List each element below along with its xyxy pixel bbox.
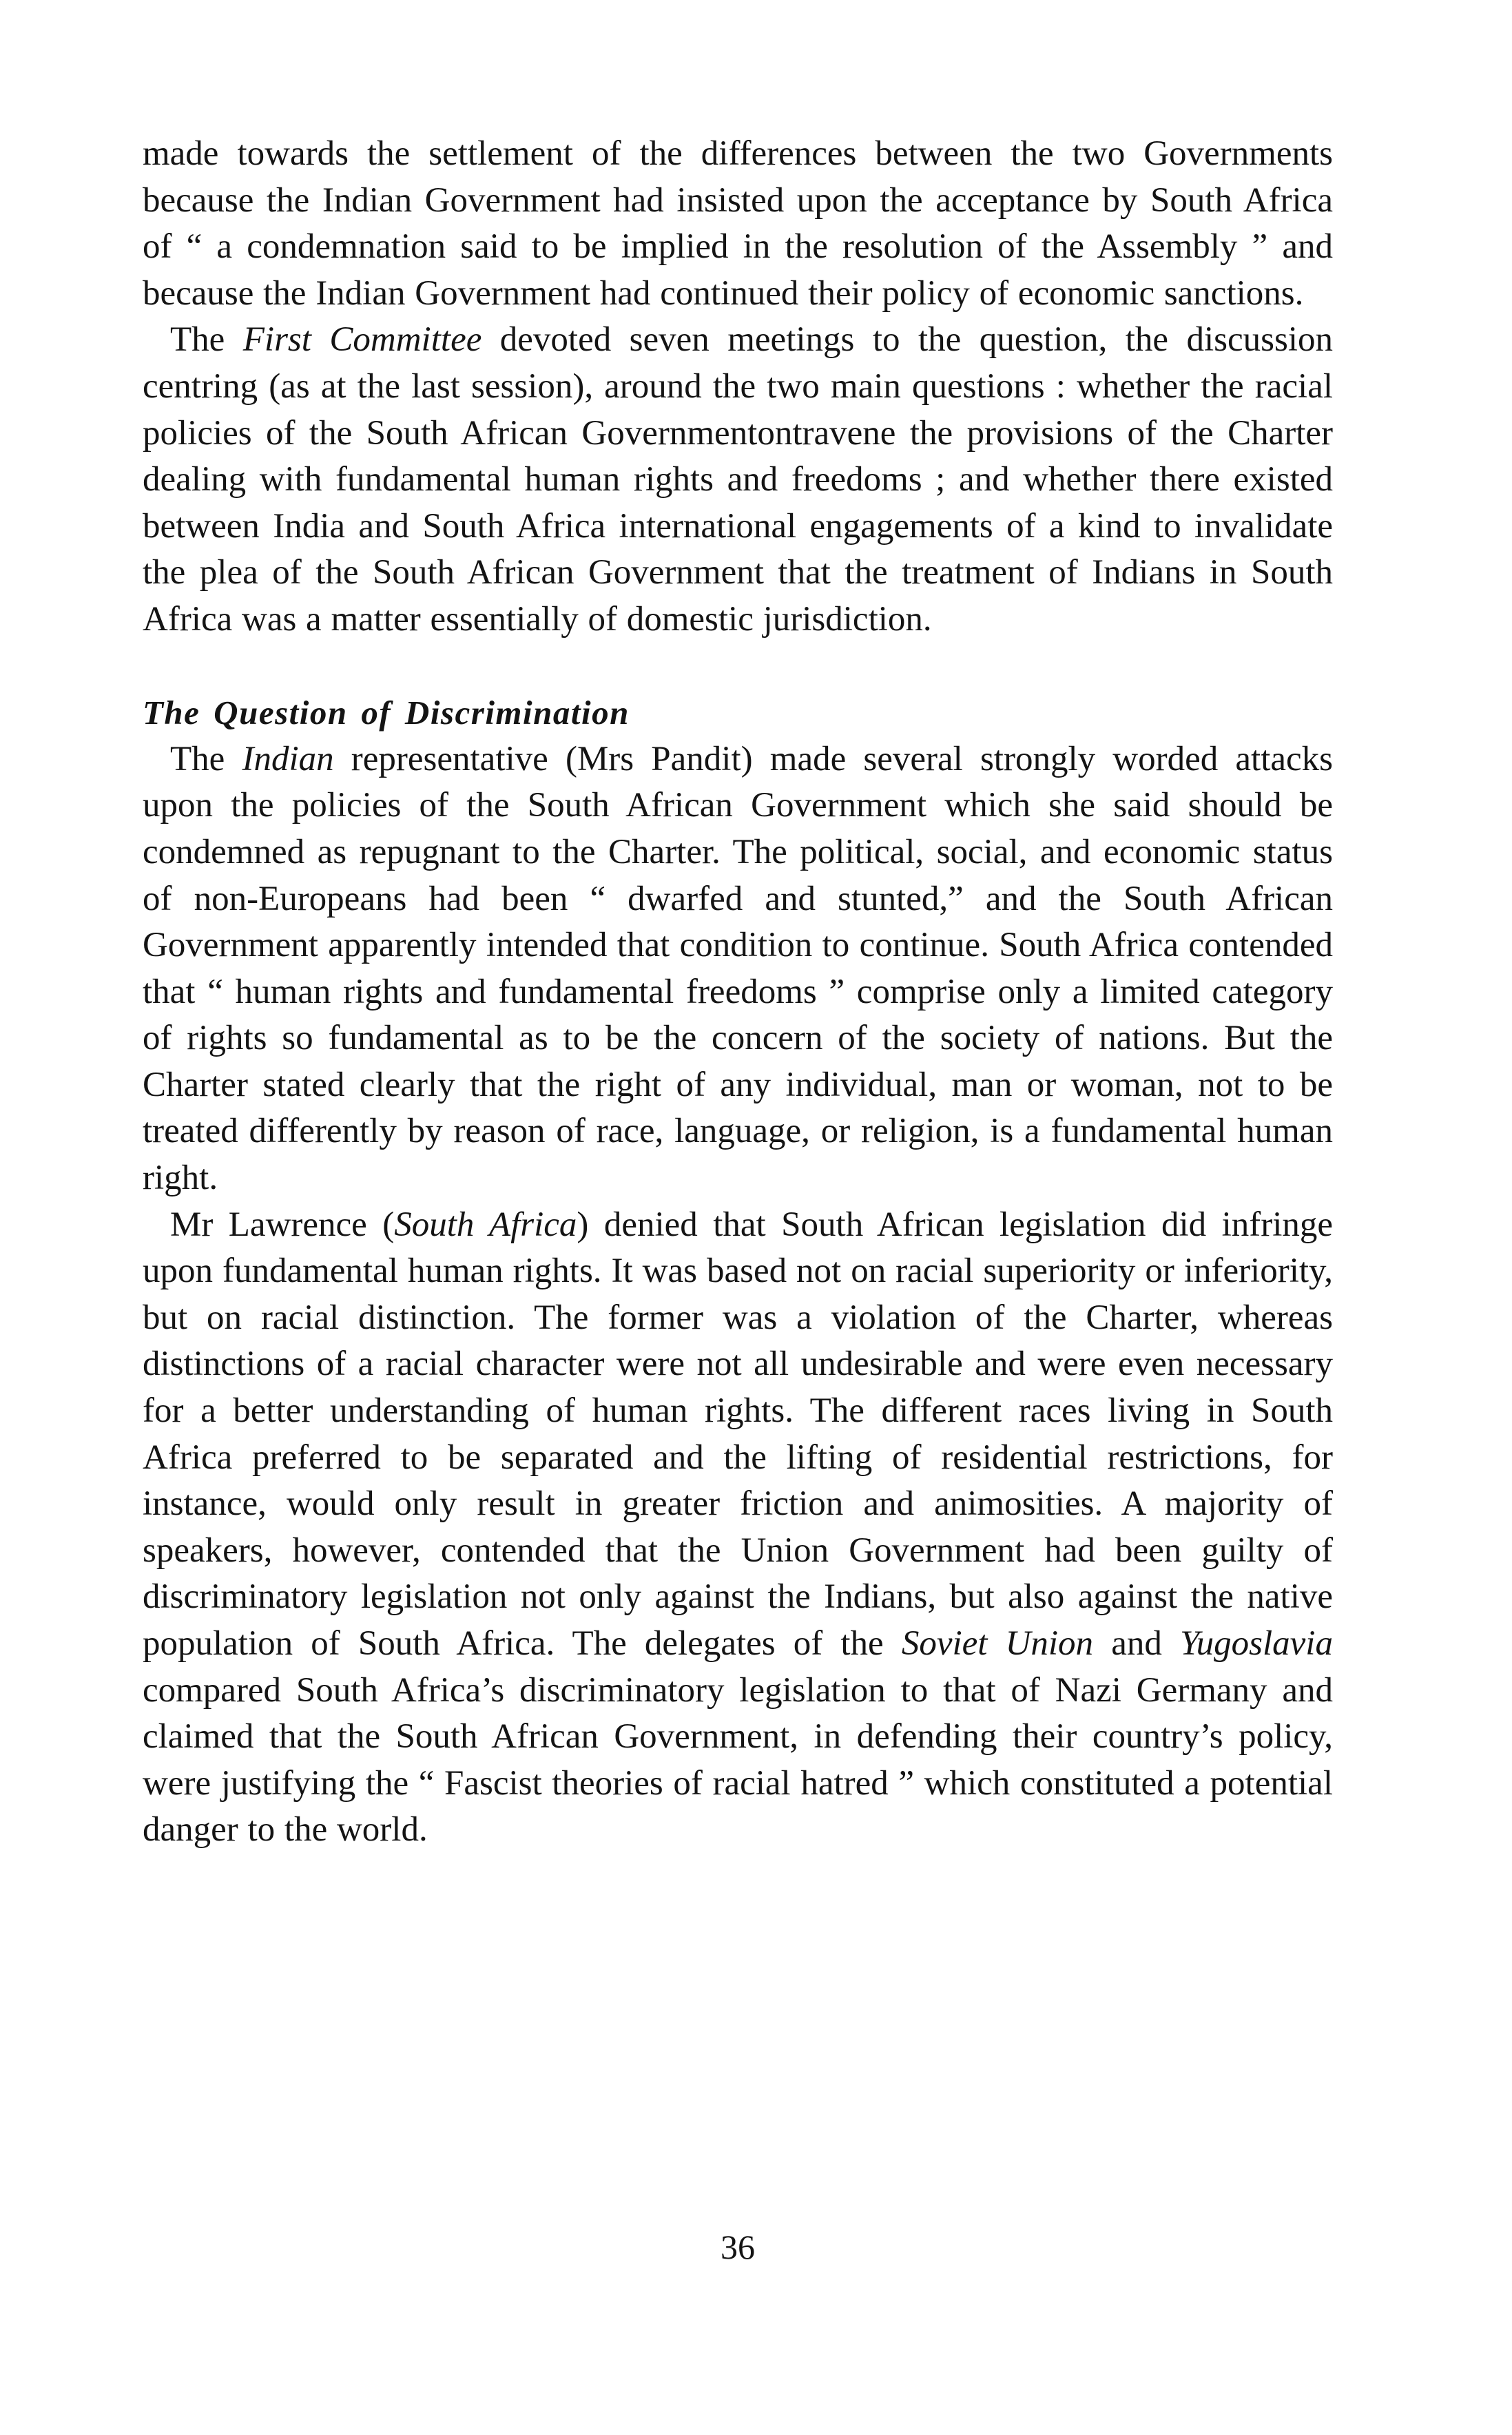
paragraph-settlement — [143, 131, 1333, 317]
paragraph-text: and — [1093, 1624, 1180, 1663]
emphasis-first-committee: First Committee — [242, 320, 482, 360]
paragraph-text: made towards the settlement of the differences between the two Governments because the Indian Government had insisted upon the acceptance by South Africa of “ a condemnation said to be implied in the resolution of the Assembly ” and because the Indian Government had continued their policy of economic sanctions. — [143, 134, 1333, 313]
paragraph-indian-representative — [143, 736, 1333, 1202]
emphasis-indian: Indian — [242, 739, 334, 778]
section-heading: The Question of Discrimination — [143, 694, 630, 732]
emphasis-yugoslavia: Yugoslavia — [1179, 1624, 1333, 1663]
paragraph-text: representative (Mrs Pandit) made several strongly worded attacks upon the policies of the South African Government which she said should be condemned as repugnant to the Charter. The political, social, and economic status of non-Europeans had been “ dwarfed and stunted,” and the South African Government apparently intended that condition to continue. South Africa contended that “ human rights and fundamental freedoms ” comprise only a limited category of rights so fundamental as to be the concern of the society of nations. But the Charter stated clearly that the right of any individual, man or woman, not to be treated differently by reason of race, language, or religion, is a fundamental human right. — [143, 739, 1333, 1198]
paragraph-text: ) denied that South African legislation did infringe upon fundamental human rights. It was based not on racial superiority or inferiority, but on racial distinction. The former was a violation of the Charter, whereas distinctions of a racial character were not all undesirable and were even necessary for a better understanding of human rights. The different races living in South Africa preferred to be separated and the lifting of residential restrictions, for instance, would only result in greater friction and animosities. A majority of speakers, however, contended that the Union Government had been guilty of discriminatory legislation not only against the Indians, but also against the native population of South Africa. The delegates of the — [143, 1205, 1334, 1663]
emphasis-south-africa: South Africa — [394, 1205, 577, 1244]
paragraph-text: The — [170, 320, 243, 360]
document-page — [143, 131, 1333, 1854]
paragraph-mr-lawrence — [143, 1202, 1333, 1854]
paragraph-first-committee — [143, 317, 1333, 643]
emphasis-soviet-union: Soviet Union — [901, 1624, 1094, 1663]
paragraph-text: compared South Africa’s discriminatory legislation to that of Nazi Germany and claimed that the South African Government, in defending their country’s policy, were justifying the “ Fascist theories of racial hatred ” which constituted a potential danger to the world. — [143, 1670, 1333, 1849]
paragraph-text: The — [170, 739, 242, 778]
paragraph-text: Mr Lawrence ( — [170, 1205, 395, 1244]
page-number: 36 — [721, 2228, 755, 2266]
paragraph-text: devoted seven meetings to the question, the discussion centring (as at the last session), around the two main questions : whether the racial policies of the South African Governmentontravene the provisions of the Charter dealing with fundamental human rights and freedoms ; and whether there existed between India and South Africa international engagements of a kind to invalidate the plea of the South African Government that the treatment of Indians in South Africa was a matter essentially of domestic jurisdiction. — [143, 320, 1333, 639]
